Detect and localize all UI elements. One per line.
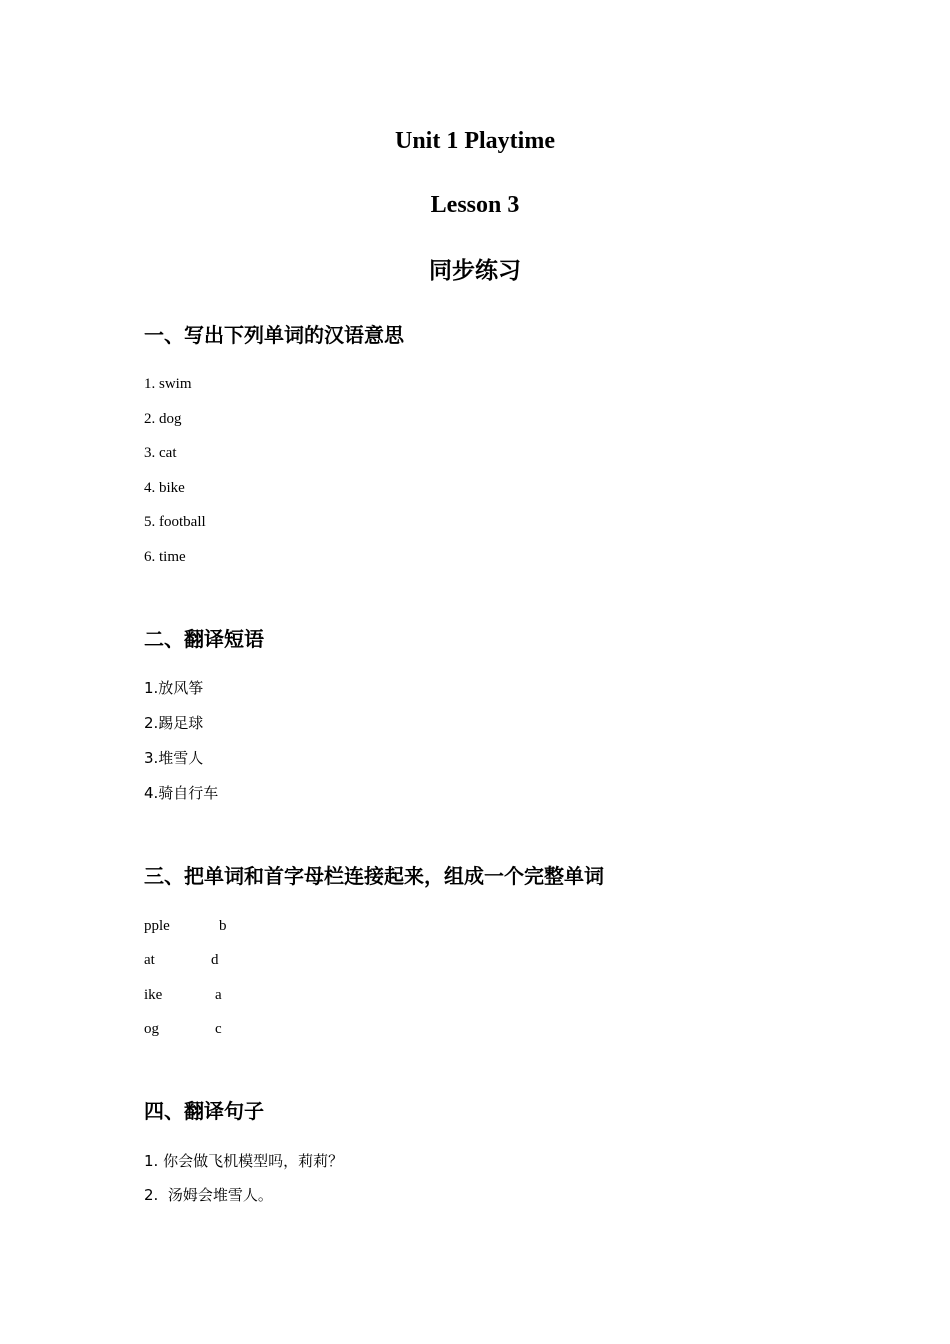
initial-letter: b	[219, 918, 227, 934]
section-1-heading: 一、写出下列单词的汉语意思	[144, 323, 404, 347]
initial-letter: c	[215, 1021, 222, 1037]
initial-letter: d	[211, 952, 219, 968]
section-2-item: 1.放风筝	[144, 679, 204, 697]
section-2-item: 3.堆雪人	[144, 749, 204, 767]
section-1-item: 3. cat	[144, 445, 177, 461]
section-1-item: 4. bike	[144, 480, 185, 496]
word-fragment: og	[144, 1021, 159, 1037]
section-1-item: 6. time	[144, 549, 186, 565]
word-fragment: ike	[144, 987, 163, 1003]
match-row	[144, 985, 344, 1005]
section-2-item: 2.踢足球	[144, 714, 204, 732]
match-row	[144, 950, 344, 970]
exercise-title: 同步练习	[429, 258, 521, 284]
match-row	[144, 1019, 344, 1039]
section-2-heading: 二、翻译短语	[144, 627, 264, 651]
lesson-title: Lesson 3	[430, 192, 520, 218]
section-4-item: 1. 你会做飞机模型吗，莉莉？	[144, 1152, 344, 1170]
unit-title: Unit 1 Playtime	[395, 128, 555, 154]
match-row	[144, 916, 344, 936]
section-4-item: 2. 汤姆会堆雪人。	[144, 1186, 273, 1204]
section-4-heading: 四、翻译句子	[144, 1099, 264, 1123]
initial-letter: a	[215, 987, 222, 1003]
section-1-item: 2. dog	[144, 411, 182, 427]
word-fragment: pple	[144, 918, 170, 934]
section-1-item: 1. swim	[144, 376, 192, 392]
word-fragment: at	[144, 952, 155, 968]
section-3-heading: 三、把单词和首字母栏连接起来，组成一个完整单词	[144, 864, 604, 888]
section-2-item: 4.骑自行车	[144, 784, 219, 802]
section-1-item: 5. football	[144, 514, 206, 530]
